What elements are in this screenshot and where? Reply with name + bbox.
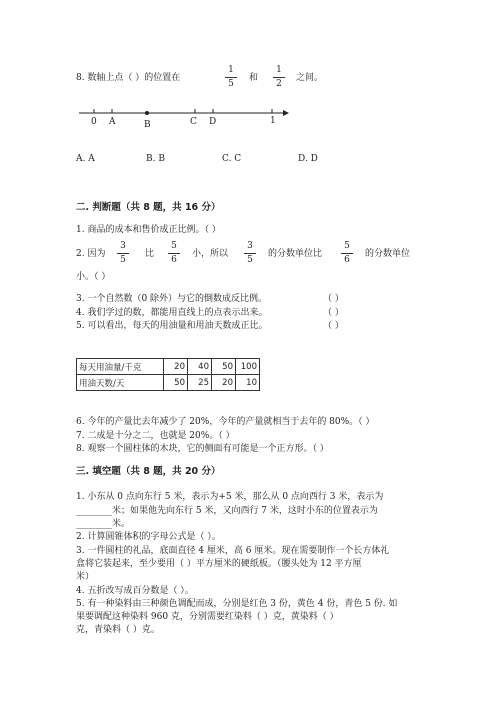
fraction-denominator: 5 <box>228 79 234 89</box>
judgement-q2-b: 比 <box>145 249 155 259</box>
axis-label-1: 1 <box>270 116 276 126</box>
axis-label-a: A <box>109 117 116 127</box>
fraction-denominator: 5 <box>120 255 126 265</box>
judgement-q2-line2: 小。（ ） <box>76 272 111 282</box>
fraction-numerator: 1 <box>276 65 282 75</box>
table-cell: 50 <box>212 359 236 375</box>
option-b: B. B <box>146 154 165 164</box>
oil-usage-table <box>76 358 260 391</box>
option-c: C. C <box>222 154 242 164</box>
table-row <box>77 375 260 391</box>
judgement-q2-c: 小，所以 <box>192 249 229 259</box>
q2-fraction-2 <box>167 241 181 266</box>
fill-q1-line3: ________米。 <box>76 519 131 529</box>
fraction-numerator: 1 <box>228 65 234 75</box>
fraction-denominator: 5 <box>247 255 253 265</box>
fraction-denominator: 6 <box>344 255 350 265</box>
fill-q2: 2. 计算圆锥体积的字母公式是（ ）。 <box>76 532 221 542</box>
fill-q3-line1: 3. 一件圆柱的礼品，底面直径 4 厘米，高 6 厘米。现在需要制作一个长方体礼 <box>76 546 390 556</box>
fraction-numerator: 5 <box>171 241 177 251</box>
q8-fraction-2 <box>272 65 286 90</box>
judgement-q6: 6. 今年的产量比去年减少了 20%，今年的产量就相当于去年的 80%。（ ） <box>76 417 375 427</box>
judgement-q7: 7. 二成是十分之二，也就是 20%。（ ） <box>76 431 235 441</box>
q8-text-end: 之间。 <box>296 73 324 83</box>
fraction-denominator: 6 <box>171 255 177 265</box>
fill-q3-line2: 盒将它装起来，至少要用（ ）平方厘米的硬纸板。（腰头处为 12 平方厘 <box>76 559 362 569</box>
table-cell: 100 <box>236 359 260 375</box>
option-d: D. D <box>298 154 318 164</box>
q2-fraction-1 <box>116 241 130 266</box>
fill-q5-line2: 果要调配这种染料 960 克，分别需要红染料（ ）克，黄染料（ ） <box>76 612 339 622</box>
q8-fraction-1 <box>224 65 238 90</box>
q8-and: 和 <box>249 73 259 83</box>
axis-label-b: B <box>144 120 151 130</box>
judgement-q5-paren: （ ） <box>323 321 344 331</box>
table-cell: 40 <box>188 359 212 375</box>
table-cell: 20 <box>212 375 236 391</box>
table-cell: 10 <box>236 375 260 391</box>
fraction-numerator: 3 <box>247 241 253 251</box>
option-a: A. A <box>76 154 95 164</box>
judgement-q4-paren: （ ） <box>323 308 344 318</box>
number-line <box>0 100 500 140</box>
judgement-q1: 1. 商品的成本和售价成正比例。（ ） <box>76 225 221 235</box>
fraction-numerator: 5 <box>344 241 350 251</box>
fill-q1-line2: ________米；如果他先向东行 5 米，又向西行 7 米，这时小东的位置表示为 <box>76 506 378 516</box>
q8-text: 8. 数轴上点（ ）的位置在 <box>76 73 181 83</box>
fraction-numerator: 3 <box>120 241 126 251</box>
fill-q5-line1: 5. 有一种染料由三种颜色调配而成，分别是红色 3 份，黄色 4 份，青色 5 份. 如 <box>76 599 398 609</box>
fraction-denominator: 2 <box>276 79 282 89</box>
judgement-q4: 4. 我们学过的数，都能用直线上的点表示出来。 <box>76 308 268 318</box>
judgement-q5: 5. 可以看出，每天的用油量和用油天数成正比。 <box>76 321 268 331</box>
section-heading-judgement: 二. 判断题（共 8 题，共 16 分） <box>76 202 221 213</box>
judgement-q3: 3. 一个自然数（0 除外）与它的倒数成反比例。 <box>76 294 268 304</box>
fill-q4: 4. 五折改写成百分数是（ ）。 <box>76 586 194 596</box>
q2-fraction-3 <box>243 241 257 266</box>
axis-label-c: C <box>190 117 197 127</box>
table-row-header: 用油天数/天 <box>77 375 164 391</box>
fill-q3-line3: 米） <box>76 572 95 582</box>
section-heading-fill-blank: 三. 填空题（共 8 题，共 20 分） <box>76 466 221 477</box>
judgement-q2-e: 的分数单位 <box>365 249 411 259</box>
table-row-header: 每天用油量/千克 <box>77 359 164 375</box>
table-cell: 20 <box>164 359 188 375</box>
table-row <box>77 359 260 375</box>
table-cell: 25 <box>188 375 212 391</box>
fill-q1-line1: 1. 小东从 0 点向东行 5 米，表示为+5 米，那么从 0 点向西行 3 米，表示为 <box>76 492 384 502</box>
axis-label-d: D <box>209 117 217 127</box>
fill-q5-line3: 克，青染料（ ）克。 <box>76 625 160 635</box>
judgement-q2-d: 的分数单位比 <box>268 249 323 259</box>
judgement-q8: 8. 观察一个圆柱体的木块，它的侧面有可能是一个正方形。（ ） <box>76 444 329 454</box>
axis-label-0: 0 <box>91 117 97 127</box>
judgement-q2-a: 2. 因为 <box>76 249 106 259</box>
table-cell: 50 <box>164 375 188 391</box>
judgement-q3-paren: （ ） <box>323 294 344 304</box>
q2-fraction-4 <box>340 241 354 266</box>
